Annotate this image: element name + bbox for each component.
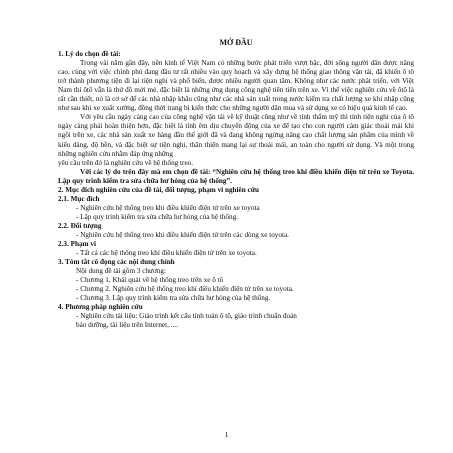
section-2-1-item: - Lập quy trình kiểm tra sửa chữa hư hỏng của hệ thống. xyxy=(76,212,238,221)
section-3-item: - Chương 2. Nghiên cứu hệ thống treo khí điều khiển điện tử trên xe toyota. xyxy=(76,285,294,294)
page-number: 1 xyxy=(224,430,229,439)
section-1-paragraph-1: Trong vài năm gần đây, nền kinh tế Việt Nam có những bước phát triển vượt bậc, đời sống người dân được nâng cao, cùng với việc chính phủ đang đầu tư rất nhiều vào quy hoạch và xây dựng hệ thống giao thông vận tải, đã khiến ô tô trở thành phương tiện đi lại tiện nghi và phổ biến, được nhiều người quan tâm. Không như các nước phát triển, với Việt Nam thì ôtô vẫn là thứ đồ mới mẻ, đặc biệt là những ứng dụng công nghệ tiên tiến trên xe. Vì thế việc nghiên cứu về ôtô là rất cần thiết, nó là cơ sở để các nhà nhập khẩu cũng như các nhà sản xuất trong nước kiểm tra chất lượng xe khi nhập cũng như sau khi xe xuất xưởng, đồng thời trang bị kiến thức cho những người dân mua và sử dụng xe có hiệu quả kinh tế cao. xyxy=(58,59,414,113)
section-1-paragraph-2-end: yêu cầu trên đó là nghiên cứu về hệ thống treo. xyxy=(58,158,194,167)
section-3-heading: 3. Tóm tắt cô đọng các nội dung chính xyxy=(58,258,175,267)
section-1-paragraph-3: Với các lý do trên đây mà em chọn đề tài: “Nghiên cứu hệ thống treo khi điều khiển điện tử trên xe Toyota. Lập quy trình kiểm tra sửa chữa hư hỏng của hệ thống”. xyxy=(58,167,414,185)
section-2-1-item: - Nghiên cứu hệ thống treo khi điều khiển điện tử trên xe toyota xyxy=(76,203,260,212)
section-4-heading: 4. Phương pháp nghiên cứu xyxy=(58,303,143,312)
section-3-item: - Chương 1. Khái quát về hệ thống treo trên xe ô tô xyxy=(76,276,224,285)
section-2-3-item: - Tất cả các hệ thống treo khí điều khiển điện tử trên xe toyota. xyxy=(76,249,257,258)
section-4-item-line-2: bảo dưỡng, tài liệu trên Internet, .... xyxy=(76,321,178,330)
section-1-heading: 1. Lý do chọn đề tài: xyxy=(58,50,121,59)
section-2-1-heading: 2.1. Mục đích xyxy=(58,194,100,203)
page-content xyxy=(58,38,414,331)
section-3-item: - Chương 3. Lập quy trình kiểm tra sửa chữa hư hỏng của hệ thống. xyxy=(76,294,271,303)
section-2-3-heading: 2.3. Phạm vi xyxy=(58,240,96,249)
section-2-2-item: - Nghiên cứu hệ thống treo khi điều khiển điện tử trên các dòng xe toyota. xyxy=(76,230,289,239)
section-3-intro: Nội dung đề tài gồm 3 chương: xyxy=(76,267,166,276)
section-1-paragraph-2: Với yêu cầu ngày càng cao của công nghệ vận tải về kỹ thuật cũng như về tính thẩm mỹ thì tính tiện nghi của ô tô ngày càng phải hoàn thiện hơn, đặc biệt là tính êm dịu chuyển động của xe để tạo cho con người cảm giác thoải mái khi ngồi trên xe, các nhà sản xuất xe hàng đầu thế giới đã và đang không ngừng nâng cao chất lượng sản phẩm của mình về kiểu dáng, độ bền, và đặc biệt sự tiện nghi, thân thiện mang lại sự thoải mái, an toàn cho người sử dụng. Và một trong những nghiên cứu nhằm đáp ứng những xyxy=(58,113,414,158)
section-4-item-line-1: - Nghiên cứu tài liệu: Giáo trình kết cấu tính toán ô tô, giáo trình chuẩn đoán xyxy=(76,312,297,321)
page-title: MỞ ĐẦU xyxy=(219,38,253,47)
section-2-heading: 2. Mục đích nghiên cứu của đề tài, đối tượng, phạm vi nghiên cứu xyxy=(58,185,260,194)
section-2-2-heading: 2.2. Đối tượng xyxy=(58,221,102,230)
